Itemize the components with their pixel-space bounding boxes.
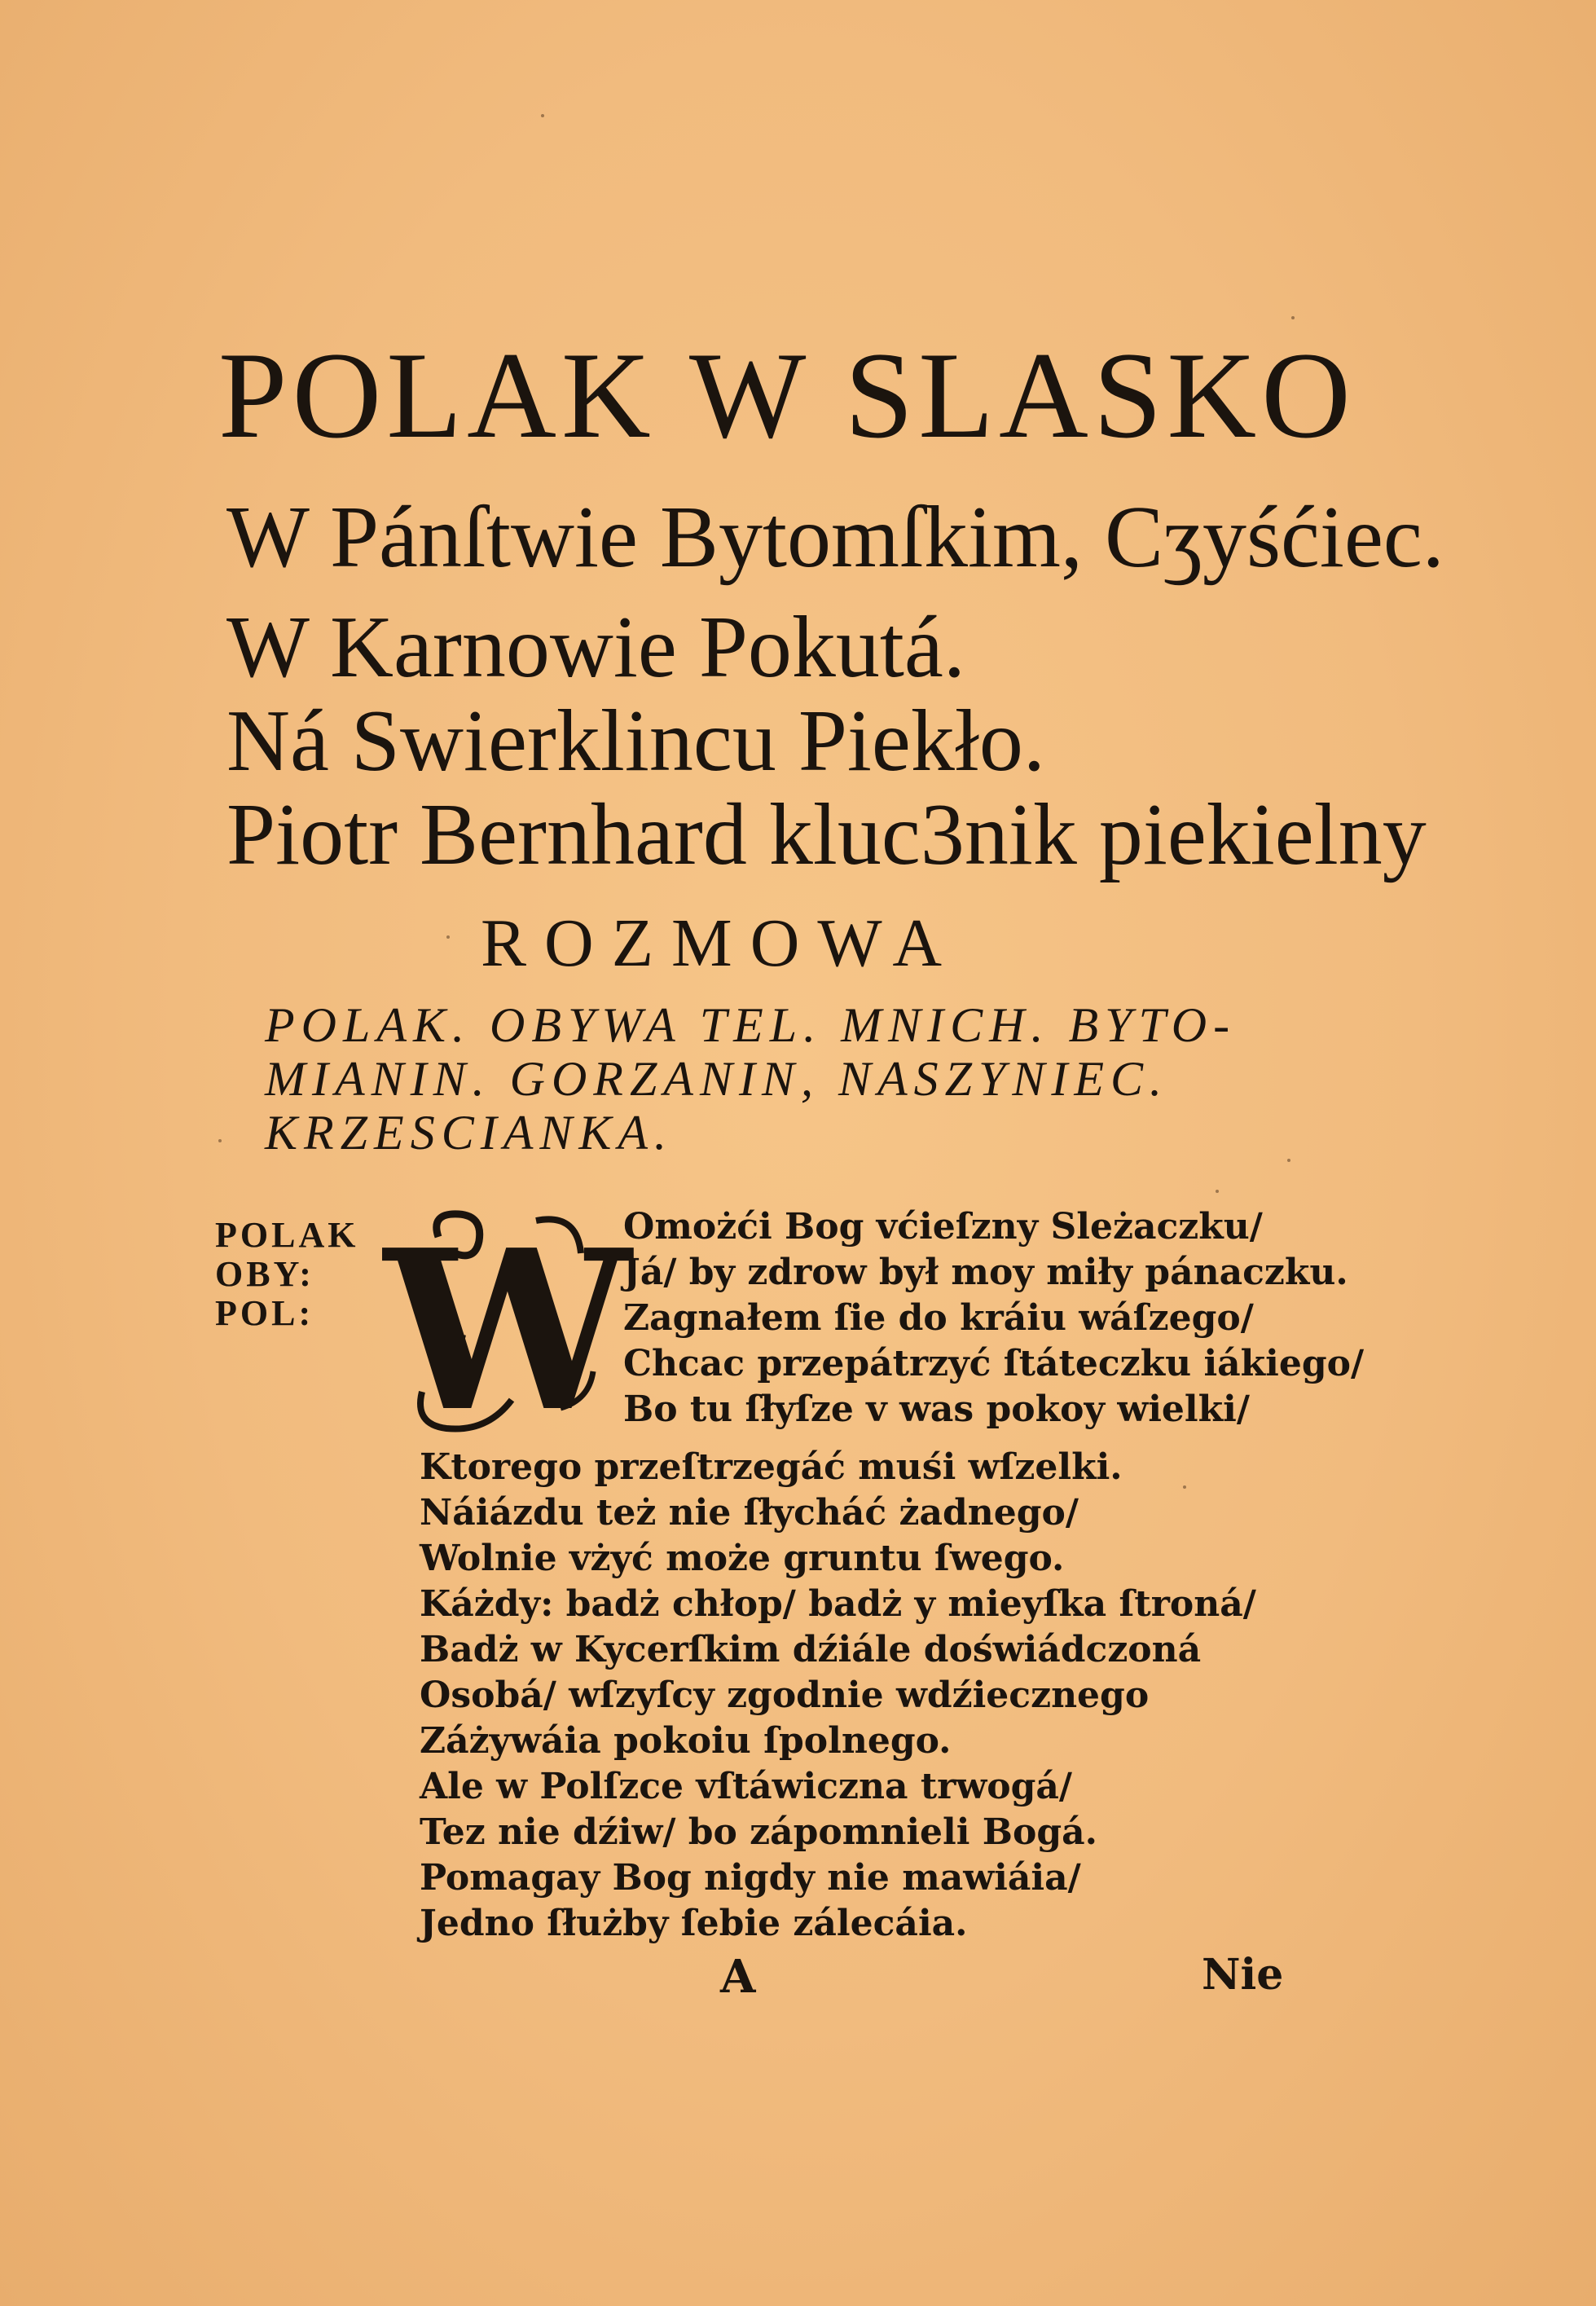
verse-line: Chcac przepátrzyć ſtáteczku iákiego/	[623, 1343, 1365, 1384]
speaker-label: OBY:	[215, 1254, 314, 1294]
decorated-initial-letter	[384, 1201, 631, 1460]
paper-speck	[1216, 1190, 1219, 1193]
verse-line: Tez nie dźiw/ bo zápomnieli Bogá.	[420, 1811, 1097, 1853]
title-line: Piotr Bernhard kluc3nik piekielny	[226, 786, 1427, 883]
persons-line: KRZESCIANKA.	[265, 1106, 674, 1160]
verse-line: Bo tu ſłyſze v was pokoy wielki/	[623, 1388, 1250, 1430]
verse-block-top	[623, 1204, 1364, 1432]
verse-block-bottom	[420, 1445, 1256, 1947]
paper-speck	[541, 114, 544, 117]
verse-line: Omożći Bog vćieſzny Sleżaczku/	[623, 1206, 1263, 1248]
verse-line: Wolnie vżyć może gruntu ſwego.	[420, 1538, 1065, 1579]
section-heading: ROZMOWA	[481, 905, 960, 981]
title-line: W Karnowie Pokutá.	[226, 599, 965, 696]
title-line: W Pánſtwie Bytomſkim, Cʒyśćiec.	[226, 489, 1444, 586]
paper-speck	[446, 935, 450, 939]
signature-mark: A	[720, 1950, 756, 2004]
persons-line: POLAK. OBYWA TEL. MNICH. BYTO-	[265, 998, 1237, 1052]
speaker-label: POLAK	[215, 1215, 359, 1255]
verse-line: Jedno ſłużby ſebie zálecáia.	[420, 1903, 968, 1944]
catchword: Nie	[1202, 1950, 1284, 2000]
speaker-label: POL:	[215, 1293, 314, 1333]
speaker-labels	[215, 1216, 358, 1333]
verse-line: Pomagay Bog nigdy nie mawiáia/	[420, 1857, 1081, 1899]
dramatis-personae	[265, 998, 1340, 1160]
verse-line: Já/ by zdrow był moy miły pánaczku.	[623, 1252, 1348, 1293]
title-line: Ná Swierklincu Piekło.	[226, 693, 1045, 790]
persons-line: MIANIN. GORZANIN, NASZYNIEC.	[265, 1052, 1169, 1106]
verse-line: Badż w Kycerſkim dźiále doświádczoná	[420, 1629, 1202, 1670]
verse-line: Osobá/ wſzyſcy zgodnie wdźiecznego	[420, 1674, 1150, 1716]
verse-line: Káżdy: badż chłop/ badż y mieyſka ſtroná/	[420, 1583, 1256, 1625]
verse-line: Ale w Polſzce vſtáwiczna trwogá/	[420, 1766, 1072, 1807]
verse-line: Náiázdu też nie ſłycháć żadnego/	[420, 1492, 1079, 1534]
verse-line: Ktorego przeſtrzegáć muśi wſzelki.	[420, 1446, 1123, 1488]
paper-speck	[1291, 316, 1295, 319]
verse-line: Záżywáia pokoiu ſpolnego.	[420, 1720, 952, 1762]
verse-line: Zagnałem ſie do kráiu wáſzego/	[623, 1297, 1254, 1339]
initial-glyph: W	[384, 1201, 631, 1460]
page-title: POLAK W SLASKO	[218, 327, 1356, 464]
paper-speck	[218, 1139, 222, 1142]
